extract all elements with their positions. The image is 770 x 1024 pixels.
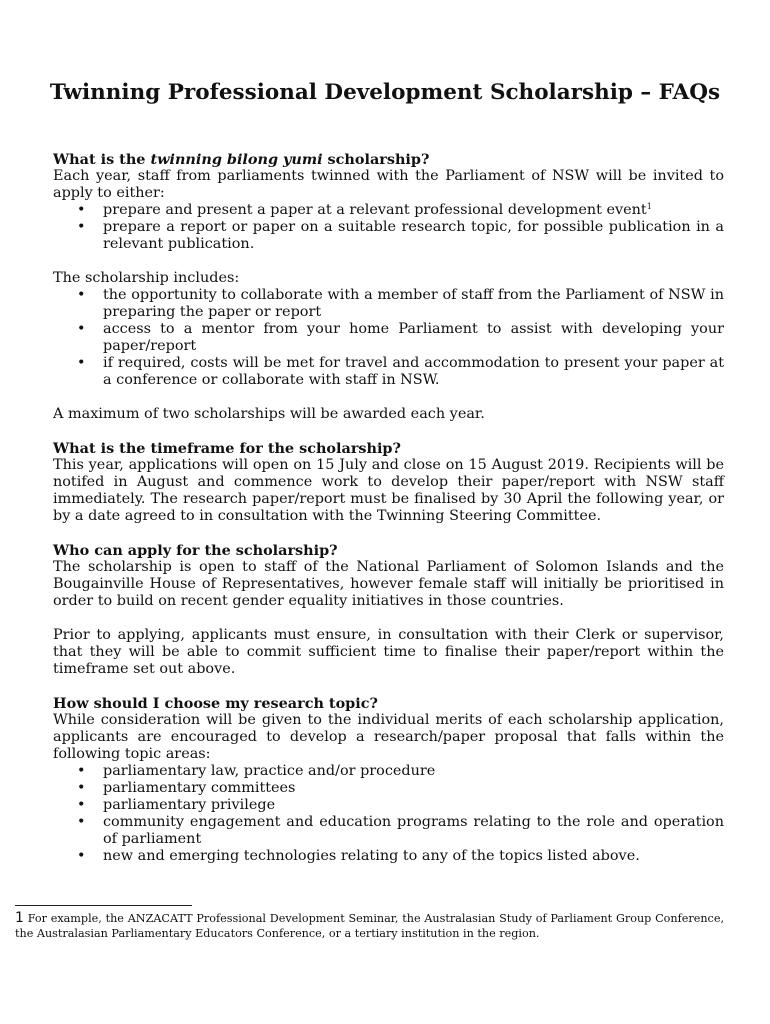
- list-item: • community engagement and education programs relating to the role and operation of parliament: [103, 814, 724, 848]
- list-item: • the opportunity to collaborate with a member of staff from the Parliament of NSW in preparing the paper or report: [103, 287, 724, 321]
- section-heading-what: [53, 151, 724, 168]
- list-item: • parliamentary privilege: [103, 797, 724, 814]
- footnote-number: 1: [15, 910, 24, 926]
- heading-italic-text: twinning bilong yumi: [150, 151, 323, 168]
- list-item: [103, 202, 724, 219]
- list-item: • access to a mentor from your home Parliament to assist with developing your paper/report: [103, 321, 724, 355]
- list-item: • prepare a report or paper on a suitable research topic, for possible publication in a relevant publication.: [103, 219, 724, 253]
- section-heading-timeframe: What is the timeframe for the scholarship?: [53, 440, 401, 457]
- paragraph: Prior to applying, applicants must ensure, in consultation with their Clerk or supervisor, that they will be able to commit sufficient time to finalise their paper/report within the timeframe set out above.: [53, 627, 724, 677]
- page-title: Twinning Professional Development Scholarship – FAQs: [49, 80, 721, 105]
- footnote-reference[interactable]: 1: [646, 202, 652, 211]
- document-body: [53, 151, 724, 865]
- paragraph: Each year, staff from parliaments twinned with the Parliament of NSW will be invited to apply to either:: [53, 168, 724, 201]
- footnote-divider: [15, 905, 192, 906]
- list-item: • parliamentary committees: [103, 780, 724, 797]
- footnote: [15, 911, 724, 941]
- bullet-list: [53, 287, 724, 389]
- paragraph: A maximum of two scholarships will be awarded each year.: [53, 406, 485, 422]
- paragraph: The scholarship is open to staff of the National Parliament of Solomon Islands and the Bougainville House of Representatives, however female staff will initially be prioritised in order to build on recent gender equality initiatives in those countries.: [53, 559, 724, 609]
- heading-text: What is the: [53, 151, 151, 168]
- section-heading-topic: How should I choose my research topic?: [53, 695, 378, 712]
- paragraph: This year, applications will open on 15 July and close on 15 August 2019. Recipients will be notifed in August and commence work to develop their paper/report with NSW staff immediately. The research paper/report must be finalised by 30 April the following year, or by a date agreed to in consultation with the Twinning Steering Committee.: [53, 457, 724, 524]
- list-item-text: prepare and present a paper at a relevant professional development event: [103, 202, 647, 218]
- bullet-list: [53, 763, 724, 865]
- section-heading-who: Who can apply for the scholarship?: [53, 542, 338, 559]
- paragraph: While consideration will be given to the individual merits of each scholarship application, applicants are encouraged to develop a research/paper proposal that falls within the following topic areas:: [53, 712, 724, 762]
- list-item: • new and emerging technologies relating to any of the topics listed above.: [103, 848, 724, 865]
- footnote-text: For example, the ANZACATT Professional Development Seminar, the Australasian Study of Parliament Group Conference, the Australasian Parliamentary Educators Conference, or a tertiary institution in the region.: [15, 912, 724, 940]
- paragraph: The scholarship includes:: [53, 270, 240, 286]
- list-item: • if required, costs will be met for travel and accommodation to present your paper at a conference or collaborate with staff in NSW.: [103, 355, 724, 389]
- bullet-list: [53, 202, 724, 253]
- heading-text: scholarship?: [322, 151, 430, 168]
- list-item: • parliamentary law, practice and/or procedure: [103, 763, 724, 780]
